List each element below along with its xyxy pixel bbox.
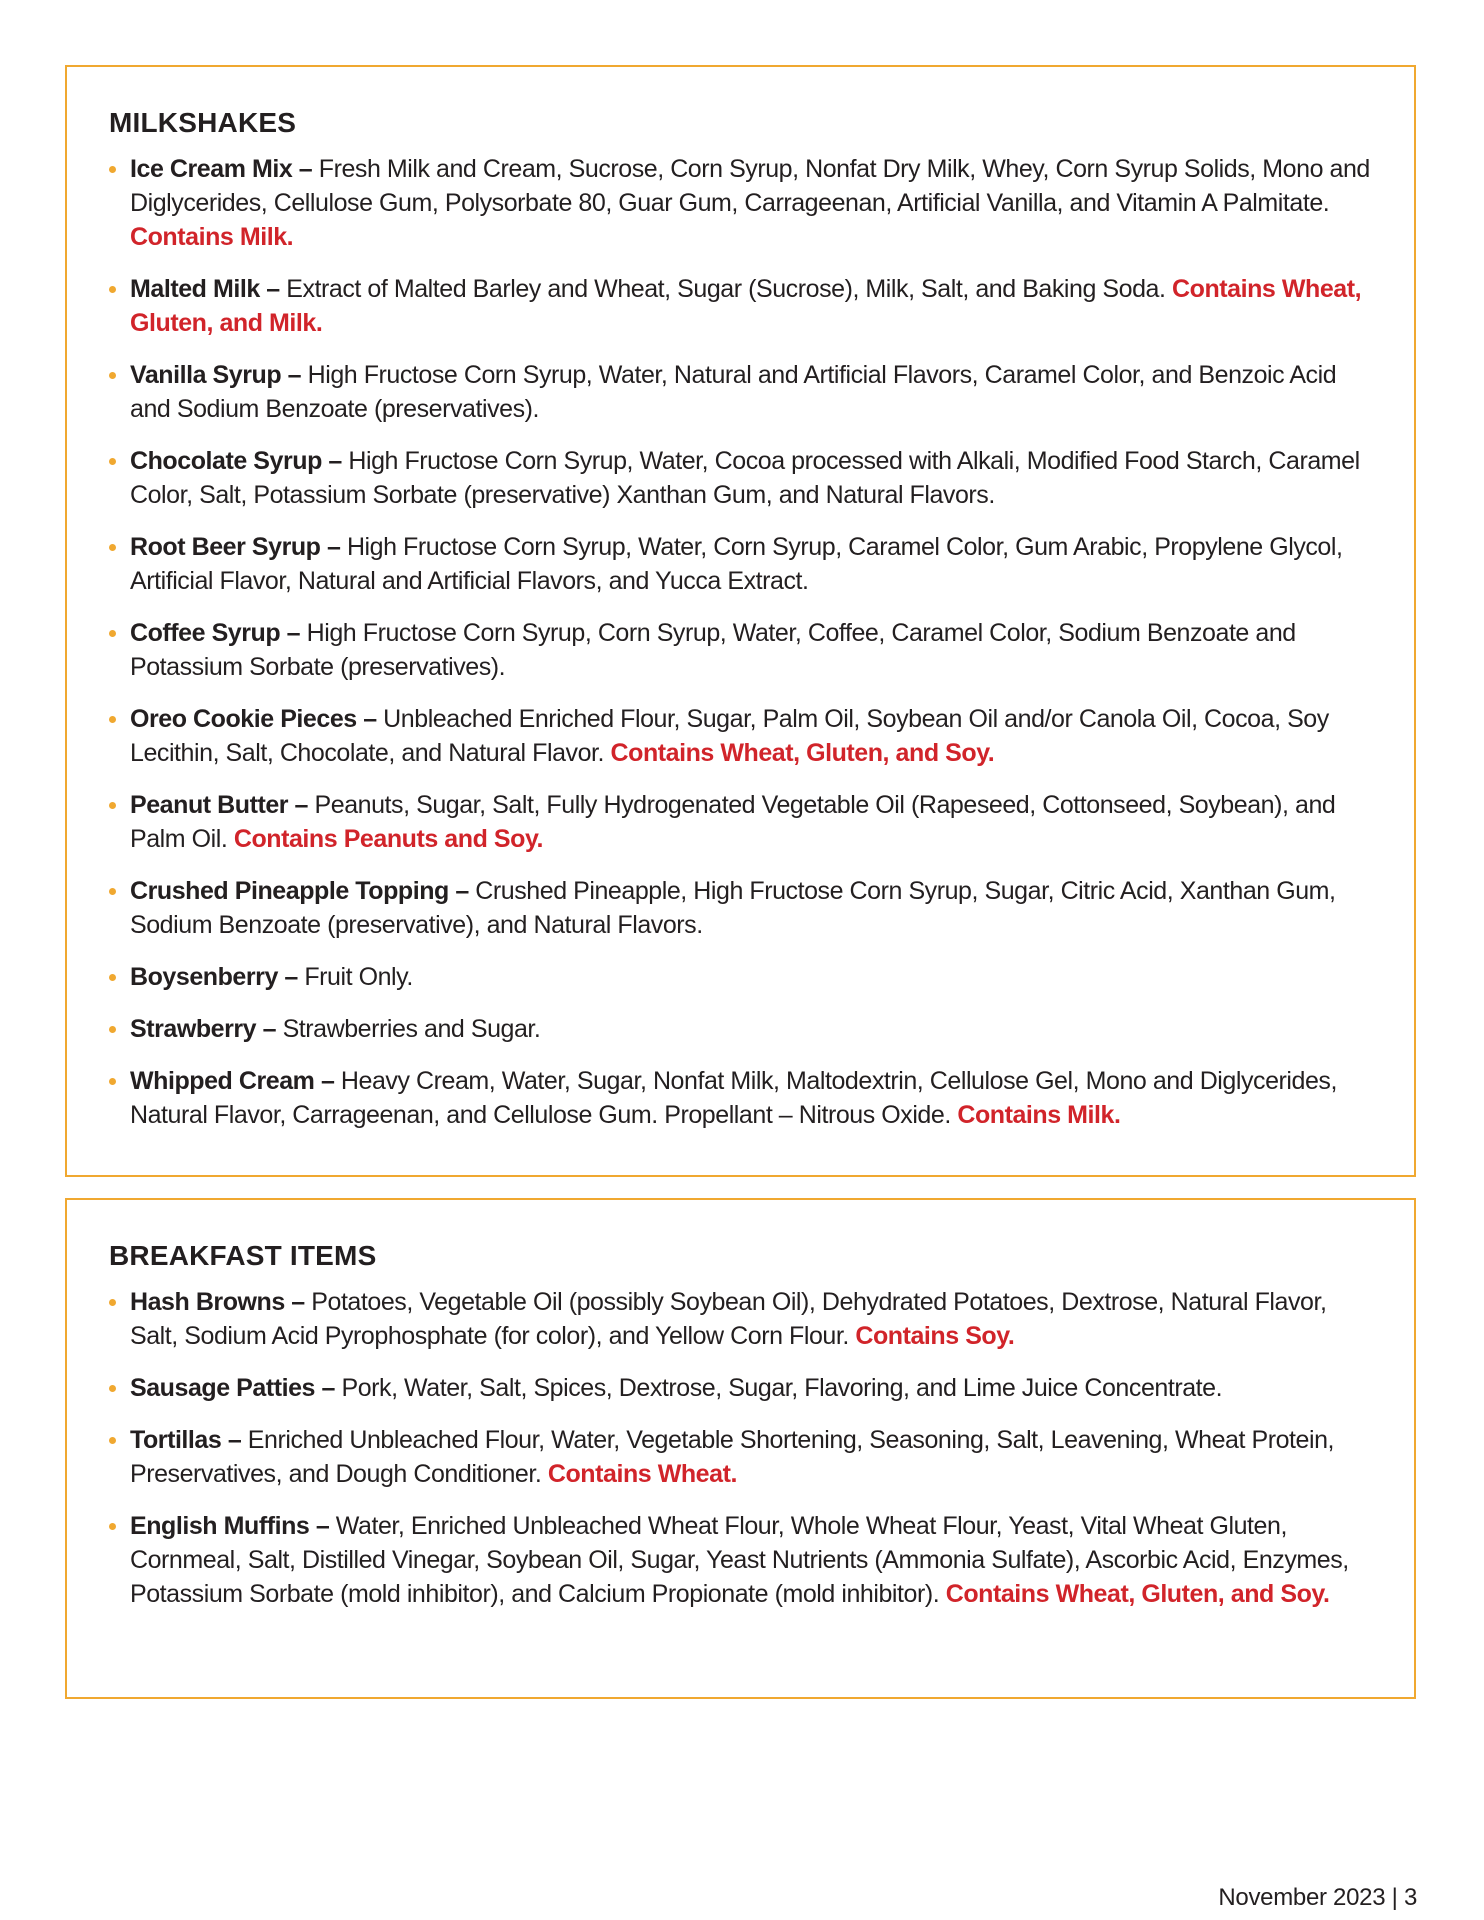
list-item <box>109 1509 1372 1611</box>
item-name: Boysenberry – <box>130 963 298 991</box>
allergen-note: Contains Wheat, Gluten, and Soy. <box>610 739 995 767</box>
list-item <box>109 960 1372 994</box>
allergen-note: Contains Milk. <box>130 223 294 251</box>
ingredient-list <box>109 152 1372 1132</box>
item-name: Whipped Cream – <box>130 1067 335 1095</box>
item-name: Peanut Butter – <box>130 791 309 819</box>
item-name: Oreo Cookie Pieces – <box>130 705 377 733</box>
allergen-note: Contains Wheat. <box>547 1460 737 1488</box>
item-ingredients: High Fructose Corn Syrup, Corn Syrup, Water, Coffee, Caramel Color, Sodium Benzoate and Potassium Sorbate (preservatives). <box>130 619 1296 681</box>
list-item <box>109 530 1372 598</box>
item-ingredients: Crushed Pineapple, High Fructose Corn Syrup, Sugar, Citric Acid, Xanthan Gum, Sodium Benzoate (preservative), and Natural Flavors. <box>130 877 1336 939</box>
item-ingredients: Fruit Only. <box>297 963 413 991</box>
list-item <box>109 444 1372 512</box>
ingredient-list <box>109 1285 1372 1611</box>
item-name: Sausage Patties – <box>130 1374 335 1402</box>
list-item <box>109 358 1372 426</box>
item-name: Chocolate Syrup – <box>130 447 342 475</box>
item-name: Ice Cream Mix – <box>130 155 313 183</box>
item-name: Hash Browns – <box>130 1288 305 1316</box>
item-ingredients: Enriched Unbleached Flour, Water, Vegetable Shortening, Seasoning, Salt, Leavening, Wheat Protein, Preservatives, and Dough Conditioner. <box>130 1426 1335 1488</box>
item-ingredients: Water, Enriched Unbleached Wheat Flour, Whole Wheat Flour, Yeast, Vital Wheat Gluten, Cornmeal, Salt, Distilled Vinegar, Soybean Oil, Sugar, Yeast Nutrients (Ammonia Sulfate), Ascorbic Acid, Enzymes, Potassium Sorbate (mold inhibitor), and Calcium Propionate (mold inhibitor). <box>130 1512 1349 1608</box>
list-item <box>109 152 1372 254</box>
item-name: Coffee Syrup – <box>130 619 301 647</box>
item-ingredients: Strawberries and Sugar. <box>276 1015 541 1043</box>
section-title: MILKSHAKES <box>109 107 297 138</box>
list-item <box>109 788 1372 856</box>
item-ingredients: Potatoes, Vegetable Oil (possibly Soybean Oil), Dehydrated Potatoes, Dextrose, Natural Flavor, Salt, Sodium Acid Pyrophosphate (for color), and Yellow Corn Flour. <box>130 1288 1327 1350</box>
item-name: Root Beer Syrup – <box>130 533 341 561</box>
list-item <box>109 272 1372 340</box>
item-ingredients: Peanuts, Sugar, Salt, Fully Hydrogenated Vegetable Oil (Rapeseed, Cottonseed, Soybean), and Palm Oil. <box>130 791 1336 853</box>
list-item <box>109 1371 1372 1405</box>
list-item <box>109 1285 1372 1353</box>
item-ingredients: High Fructose Corn Syrup, Water, Corn Syrup, Caramel Color, Gum Arabic, Propylene Glycol, Artificial Flavor, Natural and Artificial Flavors, and Yucca Extract. <box>130 533 1343 595</box>
allergen-note: Contains Peanuts and Soy. <box>233 825 544 853</box>
page-number: 3 <box>1403 1884 1417 1911</box>
item-name: Vanilla Syrup – <box>130 361 302 389</box>
list-item <box>109 1064 1372 1132</box>
item-name: Crushed Pineapple Topping – <box>130 877 469 905</box>
allergen-note: Contains Milk. <box>957 1101 1121 1129</box>
list-item <box>109 702 1372 770</box>
allergen-note: Contains Soy. <box>855 1322 1015 1350</box>
page-footer <box>1218 1884 1417 1912</box>
item-name: Strawberry – <box>130 1015 277 1043</box>
footer-date: November 2023 <box>1218 1884 1386 1911</box>
allergen-note: Contains Wheat, Gluten, and Soy. <box>945 1580 1330 1608</box>
list-item <box>109 616 1372 684</box>
list-item <box>109 1012 1372 1046</box>
item-ingredients: Fresh Milk and Cream, Sucrose, Corn Syrup, Nonfat Dry Milk, Whey, Corn Syrup Solids, Mono and Diglycerides, Cellulose Gum, Polysorbate 80, Guar Gum, Carrageenan, Artificial Vanilla, and Vitamin A Palmitate. <box>130 155 1370 217</box>
item-ingredients: Pork, Water, Salt, Spices, Dextrose, Sugar, Flavoring, and Lime Juice Concentrate. <box>334 1374 1223 1402</box>
milkshakes-section <box>65 65 1416 1177</box>
item-name: Tortillas – <box>130 1426 242 1454</box>
item-ingredients: Extract of Malted Barley and Wheat, Sugar (Sucrose), Milk, Salt, and Baking Soda. <box>279 275 1173 303</box>
footer-separator: | <box>1391 1884 1398 1911</box>
list-item <box>109 874 1372 942</box>
allergen-note: Contains Wheat, Gluten, and Milk. <box>130 275 1362 337</box>
list-item <box>109 1423 1372 1491</box>
breakfast-section <box>65 1198 1416 1699</box>
section-title: BREAKFAST ITEMS <box>109 1240 377 1271</box>
item-name: English Muffins – <box>130 1512 330 1540</box>
item-ingredients: High Fructose Corn Syrup, Water, Natural and Artificial Flavors, Caramel Color, and Benzoic Acid and Sodium Benzoate (preservatives). <box>130 361 1337 423</box>
item-name: Malted Milk – <box>130 275 280 303</box>
item-ingredients: Unbleached Enriched Flour, Sugar, Palm Oil, Soybean Oil and/or Canola Oil, Cocoa, Soy Lecithin, Salt, Chocolate, and Natural Flavor. <box>130 705 1329 767</box>
item-ingredients: High Fructose Corn Syrup, Water, Cocoa processed with Alkali, Modified Food Starch, Caramel Color, Salt, Potassium Sorbate (preservative) Xanthan Gum, and Natural Flavors. <box>130 447 1360 509</box>
item-ingredients: Heavy Cream, Water, Sugar, Nonfat Milk, Maltodextrin, Cellulose Gel, Mono and Diglycerides, Natural Flavor, Carrageenan, and Cellulose Gum. Propellant – Nitrous Oxide. <box>130 1067 1337 1129</box>
